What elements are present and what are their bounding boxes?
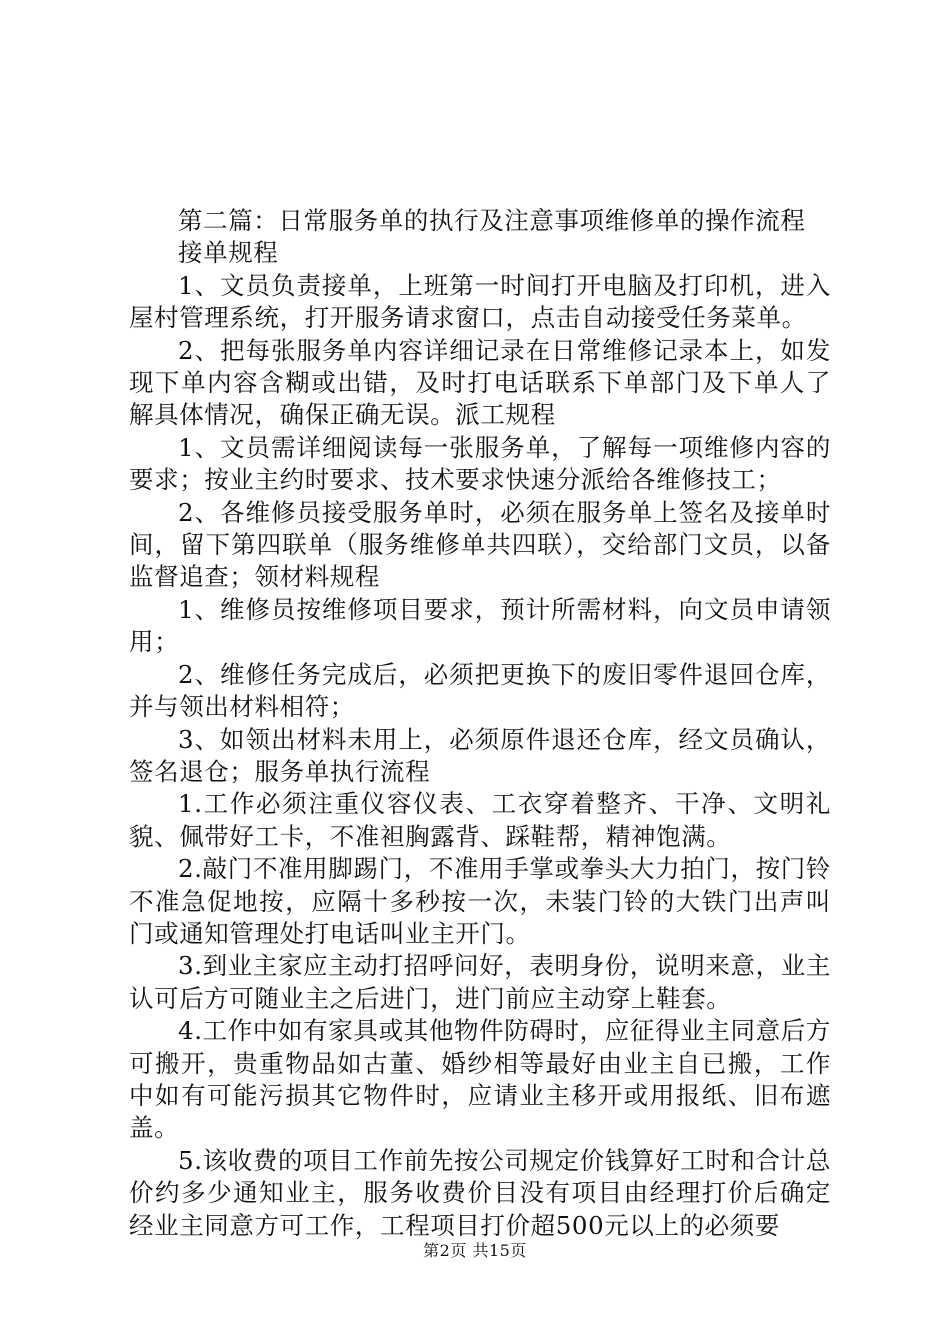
document-body bbox=[129, 205, 831, 1242]
paragraph: 1、文员需详细阅读每一张服务单，了解每一项维修内容的要求；按业主约时要求、技术要求快速分派给各维修技工； bbox=[129, 432, 831, 495]
paragraph: 2、维修任务完成后，必须把更换下的废旧零件退回仓库，并与领出材料相符； bbox=[129, 659, 831, 722]
paragraph: 1、维修员按维修项目要求，预计所需材料，向文员申请领用； bbox=[129, 594, 831, 657]
page-number-footer: 第2页 共15页 bbox=[423, 1241, 527, 1260]
paragraph: 2.敲门不准用脚踢门，不准用手掌或拳头大力拍门，按门铃不准急促地按，应隔十多秒按一次，未装门铃的大铁门出声叫门或通知管理处打电话叫业主开门。 bbox=[129, 854, 831, 948]
paragraph: 3、如领出材料未用上，必须原件退还仓库，经文员确认，签名退仓；服务单执行流程 bbox=[129, 724, 831, 786]
paragraph: 5.该收费的项目工作前先按公司规定价钱算好工时和合计总价约多少通知业主，服务收费价目没有项目由经理打价后确定经业主同意方可工作，工程项目打价超500元以上的必须要 bbox=[129, 1145, 831, 1240]
paragraph: 2、把每张服务单内容详细记录在日常维修记录本上，如发现下单内容含糊或出错，及时打电话联系下单部门及下单人了解具体情况，确保正确无误。派工规程 bbox=[129, 335, 831, 430]
section-title: 第二篇：日常服务单的执行及注意事项维修单的操作流程 bbox=[178, 206, 806, 235]
paragraph: 2、各维修员接受服务单时，必须在服务单上签名及接单时间，留下第四联单（服务维修单共四联），交给部门文员，以备监督追查；领材料规程 bbox=[129, 497, 831, 592]
paragraph: 3.到业主家应主动打招呼问好，表明身份，说明来意，业主认可后方可随业主之后进门，进门前应主动穿上鞋套。 bbox=[129, 951, 831, 1013]
paragraph: 1、文员负责接单，上班第一时间打开电脑及打印机，进入屋村管理系统，打开服务请求窗口，点击自动接受任务菜单。 bbox=[129, 270, 831, 333]
subheading-order-receiving: 接单规程 bbox=[178, 238, 279, 268]
paragraph: 1.工作必须注重仪容仪表、工衣穿着整齐、干净、文明礼貌、佩带好工卡，不准袒胸露背、踩鞋帮，精神饱满。 bbox=[129, 789, 831, 851]
paragraph: 4.工作中如有家具或其他物件防碍时，应征得业主同意后方可搬开，贵重物品如古董、婚纱相等最好由业主自已搬，工作中如有可能污损其它物件时，应请业主移开或用报纸、旧布遮盖。 bbox=[129, 1016, 831, 1143]
